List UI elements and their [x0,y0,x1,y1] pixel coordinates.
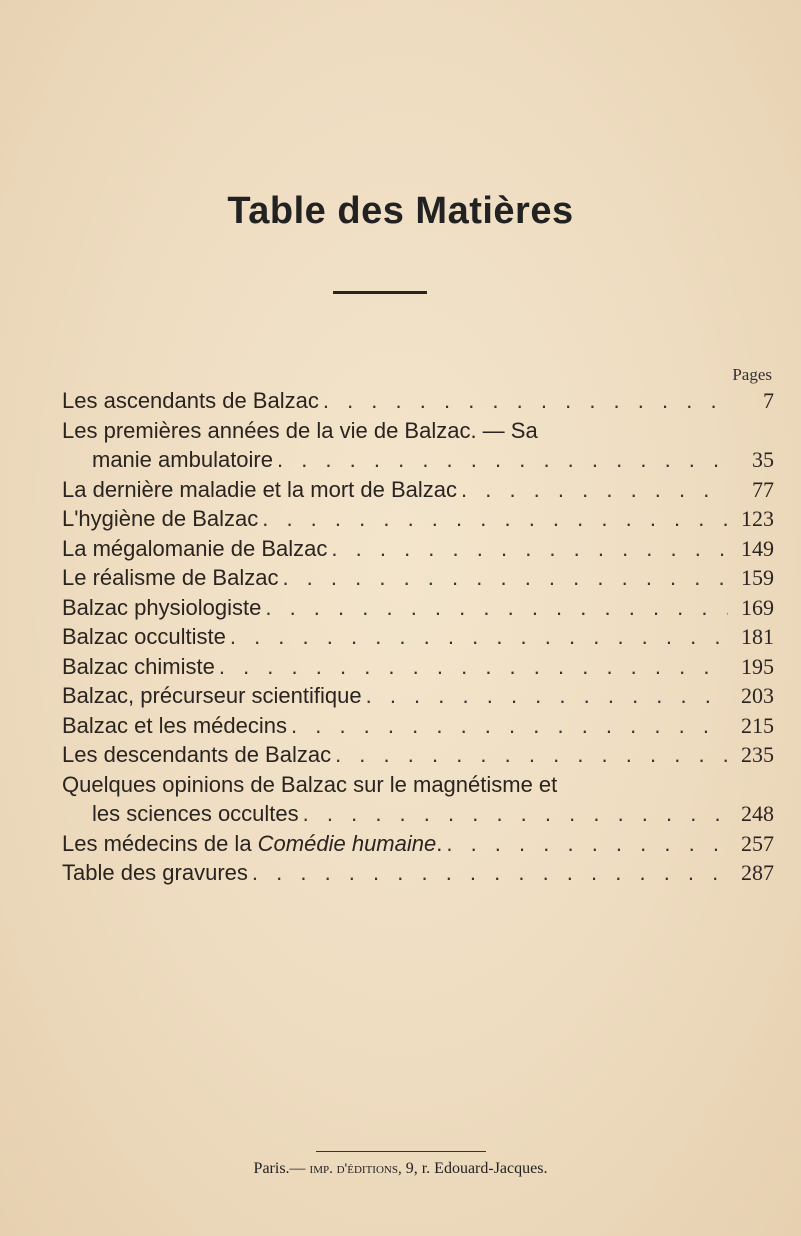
toc-entry-page: 7 [763,388,774,413]
toc-entry-title: Les descendants de Balzac [62,742,332,767]
toc-entry-page: 77 [752,476,774,502]
toc-entry-title: Table des gravures [62,860,248,885]
dot-leader [273,445,728,475]
toc-entry-title-suffix: . [436,830,443,856]
toc-entry-page: 123 [741,506,774,531]
toc-entry-continuation[interactable] [62,445,774,475]
toc-entry-page: 181 [741,624,774,649]
toc-entry-page: 203 [741,683,774,708]
toc-entry-title: Balzac occultiste [62,624,226,649]
dot-leader [226,622,728,652]
toc-entry-continuation[interactable] [62,799,774,829]
toc-entry[interactable] [62,681,774,711]
toc-entry-page: 149 [741,535,774,561]
table-of-contents [62,386,774,888]
toc-entry[interactable] [62,504,774,534]
toc-entry-title: Le réalisme de Balzac [62,565,279,590]
imprint-city: Paris.— [253,1160,306,1177]
toc-entry-title: Balzac physiologiste [62,594,262,620]
dot-leader [299,799,728,829]
toc-entry-page: 257 [741,830,774,856]
dot-leader [457,475,728,505]
toc-entry[interactable] [62,652,774,682]
toc-entry-title: Balzac chimiste [62,653,215,679]
dot-leader [362,681,728,711]
toc-entry-title: Les premières années de la vie de Balzac. — Sa [62,417,538,443]
toc-entry[interactable] [62,740,774,770]
toc-entry[interactable] [62,563,774,593]
dot-leader [278,563,728,593]
toc-entry[interactable] [62,534,774,564]
dot-leader [258,504,728,534]
toc-entry[interactable] [62,770,774,800]
toc-entry-title [62,829,442,859]
printer-imprint [0,1160,801,1178]
toc-entry-title-prefix: Les médecins de la [62,830,258,856]
toc-entry[interactable] [62,858,774,888]
toc-entry-page: 159 [741,565,774,590]
toc-entry-page: 215 [741,712,774,738]
dot-leader [327,534,728,564]
toc-entry-title: Quelques opinions de Balzac sur le magnétisme et [62,771,558,797]
toc-entry-title: L'hygiène de Balzac [62,506,259,531]
footer-rule [316,1151,486,1152]
title-underline-rule [333,291,427,294]
dot-leader [319,386,728,416]
toc-entry[interactable] [62,386,774,416]
toc-entry[interactable] [62,829,774,859]
toc-entry-title-continued: manie ambulatoire [92,447,273,472]
toc-entry-title: Balzac, précurseur scientifique [62,683,362,708]
toc-entry[interactable] [62,475,774,505]
toc-entry-title-continued: les sciences occultes [92,801,299,826]
imprint-printer: imp. d'éditions, [309,1161,402,1177]
toc-entry[interactable] [62,593,774,623]
toc-entry-page: 35 [752,447,774,472]
toc-entry[interactable] [62,622,774,652]
toc-entry-title: Balzac et les médecins [62,712,287,738]
dot-leader [442,829,728,859]
dot-leader [287,711,728,741]
toc-entry[interactable] [62,711,774,741]
dot-leader [261,593,728,623]
toc-entry-page: 248 [741,801,774,826]
toc-entry-title: Les ascendants de Balzac [62,388,319,413]
toc-entry-title-italic: Comédie humaine [257,830,437,856]
toc-entry-page: 195 [741,653,774,679]
toc-entry-page: 235 [741,742,774,767]
dot-leader [215,652,728,682]
imprint-address: 9, r. Edouard-Jacques. [405,1160,548,1177]
toc-entry-title: La dernière maladie et la mort de Balzac [62,476,457,502]
toc-entry[interactable] [62,416,774,446]
toc-entry-title: La mégalomanie de Balzac [62,535,328,561]
pages-column-label: Pages [732,365,772,384]
dot-leader [331,740,728,770]
toc-entry-page: 287 [741,860,774,885]
toc-entry-page: 169 [741,594,774,620]
page-title: Table des Matières [227,190,574,232]
dot-leader [248,858,728,888]
